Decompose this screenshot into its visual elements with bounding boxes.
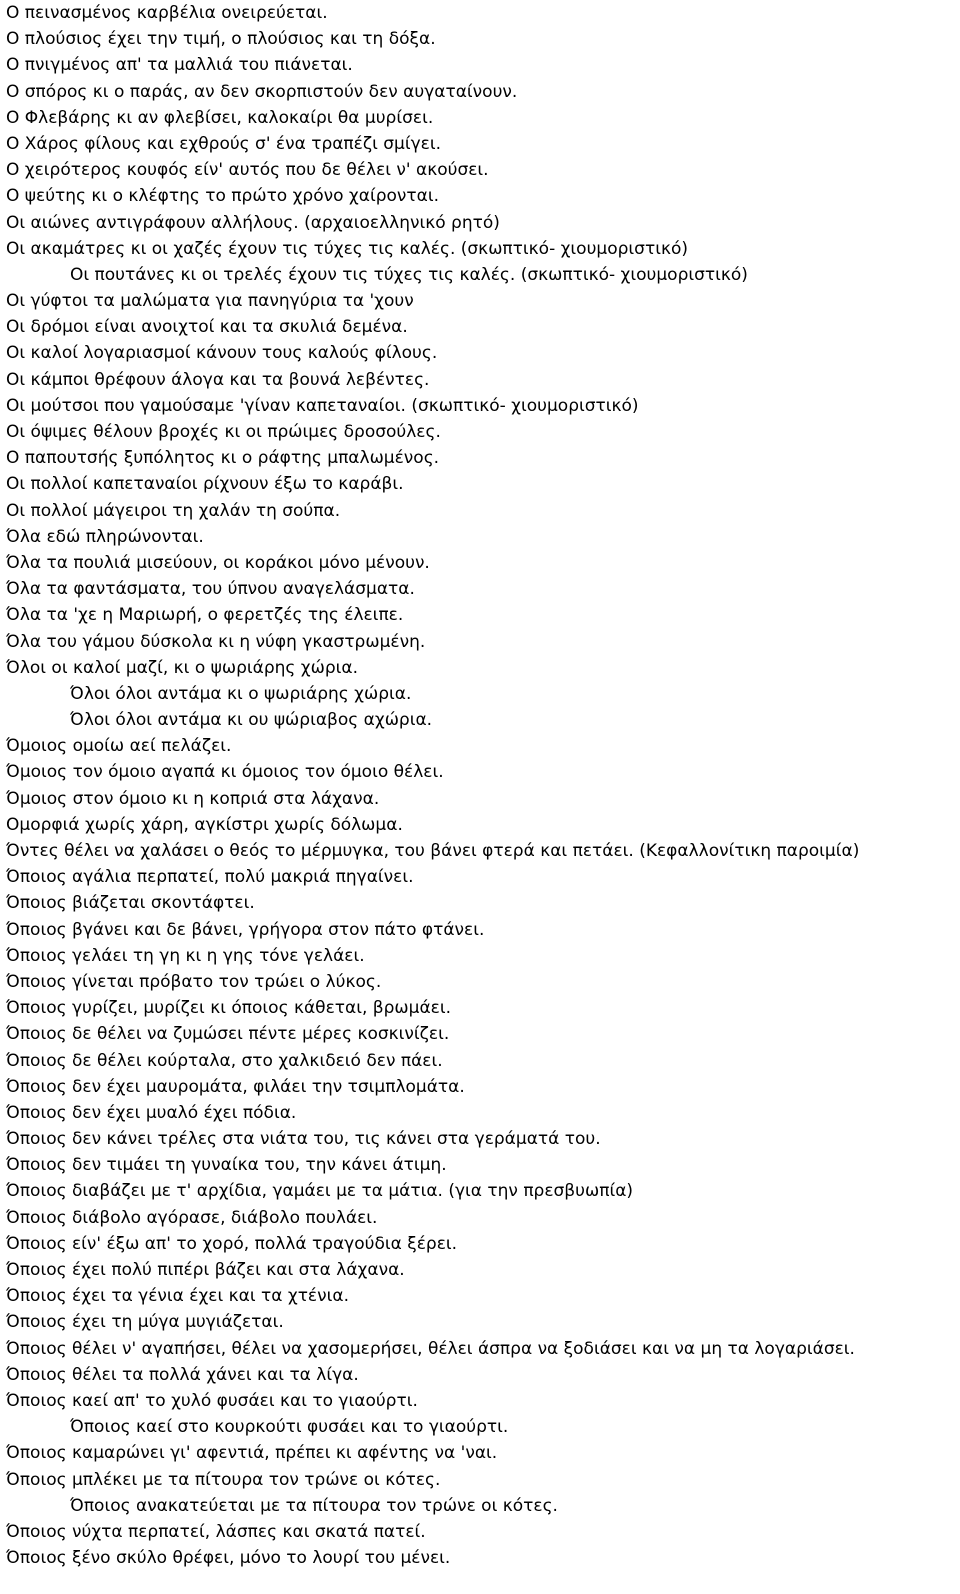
proverb-line: Όμοιος τον όμοιο αγαπά κι όμοιος τον όμοιο θέλει. [6,762,444,783]
proverb-line: Όποιος γελάει τη γη κι η γης τόνε γελάει. [6,945,365,966]
proverb-line: Όποιος βγάνει και δε βάνει, γρήγορα στον πάτο φτάνει. [6,919,485,940]
proverb-line: Όμοιος στον όμοιο κι η κοπριά στα λάχανα. [6,788,380,809]
proverb-line: Όποιος δεν τιμάει τη γυναίκα του, την κάνει άτιμη. [6,1155,447,1176]
proverb-line: Όποιος δε θέλει κούρταλα, στο χαλκιδειό δεν πάει. [6,1050,443,1071]
proverb-line: Όποιος δεν έχει μυαλό έχει πόδια. [6,1102,297,1123]
proverb-line: Ο σπόρος κι ο παράς, αν δεν σκορπιστούν δεν αυγαταίνουν. [6,81,518,102]
proverb-line: Όποιος καεί στο κουρκούτι φυσάει και το γιαούρτι. [70,1417,509,1438]
proverb-line: Όποιος ξένο σκύλο θρέφει, μόνο το λουρί του μένει. [6,1548,451,1569]
proverb-line: Όποιος δεν κάνει τρέλες στα νιάτα του, τις κάνει στα γεράματά του. [6,1129,601,1150]
proverb-line: Οι πολλοί καπεταναίοι ρίχνουν έξω το καράβι. [6,474,404,495]
proverb-line: Όντες θέλει να χαλάσει ο θεός το μέρμυγκα, του βάνει φτερά και πετάει. (Κεφαλλονίτικη παροιμία) [6,841,860,861]
proverb-line: Όποιος βιάζεται σκοντάφτει. [6,893,255,914]
proverb-line: Όποιος έχει πολύ πιπέρι βάζει και στα λάχανα. [6,1260,405,1280]
proverb-line: Όποιος δεν έχει μαυρομάτα, φιλάει την τσιμπλομάτα. [6,1076,465,1097]
proverb-line: Οι γύφτοι τα μαλώματα για πανηγύρια τα 'χουν [6,291,414,312]
proverb-line: Οι ακαμάτρες κι οι χαζές έχουν τις τύχες τις καλές. (σκωπτικό- χιουμοριστικό) [6,238,688,259]
proverb-line: Ο πνιγμένος απ' τα μαλλιά του πιάνεται. [6,55,353,76]
proverb-line: Ο πεινασμένος καρβέλια ονειρεύεται. [6,3,328,23]
proverb-line: Όλα τα φαντάσματα, του ύπνου αναγελάσματα. [6,579,415,600]
proverb-line: Οι πολλοί μάγειροι τη χαλάν τη σούπα. [6,500,341,521]
proverb-line: Όποιος αγάλια περπατεί, πολύ μακριά πηγαίνει. [6,867,414,888]
proverb-line: Οι μούτσοι που γαμούσαμε 'γίναν καπεταναίοι. (σκωπτικό- χιουμοριστικό) [6,395,639,416]
proverb-line: Όλα τα 'χε η Μαριωρή, ο φερετζές της έλειπε. [6,605,404,626]
proverb-line: Οι πουτάνες κι οι τρελές έχουν τις τύχες τις καλές. (σκωπτικό- χιουμοριστικό) [70,264,748,285]
proverbs-list [6,0,956,1571]
proverb-line: Όποιος θέλει ν' αγαπήσει, θέλει να χασομερήσει, θέλει άσπρα να ξοδιάσει και να μη τα λογαριάσει. [6,1338,855,1359]
proverb-line: Οι όψιμες θέλουν βροχές κι οι πρώιμες δροσούλες. [6,422,441,442]
proverb-line: Όποιος έχει τα γένια έχει και τα χτένια. [6,1286,349,1307]
proverb-line: Όποιος καμαρώνει γι' αφεντιά, πρέπει κι αφέντης να 'ναι. [6,1443,498,1464]
proverb-line: Όποιος είν' έξω απ' το χορό, πολλά τραγούδια ξέρει. [6,1233,458,1254]
proverb-line: Όλα του γάμου δύσκολα κι η νύφη γκαστρωμένη. [6,631,426,652]
proverb-line: Οι αιώνες αντιγράφουν αλλήλους. (αρχαιοελληνικό ρητό) [6,212,500,233]
proverb-line: Όποιος γυρίζει, μυρίζει κι όποιος κάθεται, βρωμάει. [6,998,452,1019]
proverb-line: Όποιος διαβάζει με τ' αρχίδια, γαμάει με τα μάτια. (για την πρεσβυωπία) [6,1181,634,1202]
proverb-line: Όποιος θέλει τα πολλά χάνει και τα λίγα. [6,1364,359,1385]
proverb-line: Όποιος μπλέκει με τα πίτουρα τον τρώνε οι κότες. [6,1469,441,1490]
proverb-line: Όλοι όλοι αντάμα κι ου ψώριαβος αχώρια. [70,710,433,731]
proverb-line: Όμοιος ομοίω αεί πελάζει. [6,736,232,757]
proverb-line: Ο Φλεβάρης κι αν φλεβίσει, καλοκαίρι θα μυρίσει. [6,107,434,128]
proverb-line: Ο ψεύτης κι ο κλέφτης το πρώτο χρόνο χαίρονται. [6,186,439,207]
proverb-line: Ο Χάρος φίλους και εχθρούς σ' ένα τραπέζι σμίγει. [6,133,442,154]
proverb-line: Όποιος νύχτα περπατεί, λάσπες και σκατά πατεί. [6,1521,426,1542]
proverb-line: Όλοι οι καλοί μαζί, κι ο ψωριάρης χώρια. [6,657,358,678]
proverb-line: Ο χειρότερος κουφός είν' αυτός που δε θέλει ν' ακούσει. [6,160,489,181]
proverb-line: Ο πλούσιος έχει την τιμή, ο πλούσιος και τη δόξα. [6,29,436,50]
proverb-line: Ο παπουτσής ξυπόλητος κι ο ράφτης μπαλωμένος. [6,448,440,469]
proverb-line: Όλα εδώ πληρώνονται. [6,526,204,547]
proverb-line: Οι κάμποι θρέφουν άλογα και τα βουνά λεβέντες. [6,369,430,390]
proverb-line: Όποιος δε θέλει να ζυμώσει πέντε μέρες κοσκινίζει. [6,1024,450,1045]
proverb-line: Όλα τα πουλιά μισεύουν, οι κοράκοι μόνο μένουν. [6,552,430,573]
proverb-line: Ομορφιά χωρίς χάρη, αγκίστρι χωρίς δόλωμα. [6,814,403,835]
proverb-line: Όποιος έχει τη μύγα μυγιάζεται. [6,1312,284,1333]
proverb-line: Όποιος ανακατεύεται με τα πίτουρα τον τρώνε οι κότες. [70,1495,558,1516]
proverb-line: Οι καλοί λογαριασμοί κάνουν τους καλούς φίλους. [6,343,438,364]
proverb-line: Όποιος γίνεται πρόβατο τον τρώει ο λύκος. [6,971,382,992]
proverb-line: Όποιος διάβολο αγόρασε, διάβολο πουλάει. [6,1207,378,1228]
proverb-line: Οι δρόμοι είναι ανοιχτοί και τα σκυλιά δεμένα. [6,317,408,338]
proverb-line: Όλοι όλοι αντάμα κι ο ψωριάρης χώρια. [70,683,412,704]
proverb-line: Όποιος καεί απ' το χυλό φυσάει και το γιαούρτι. [6,1390,418,1411]
